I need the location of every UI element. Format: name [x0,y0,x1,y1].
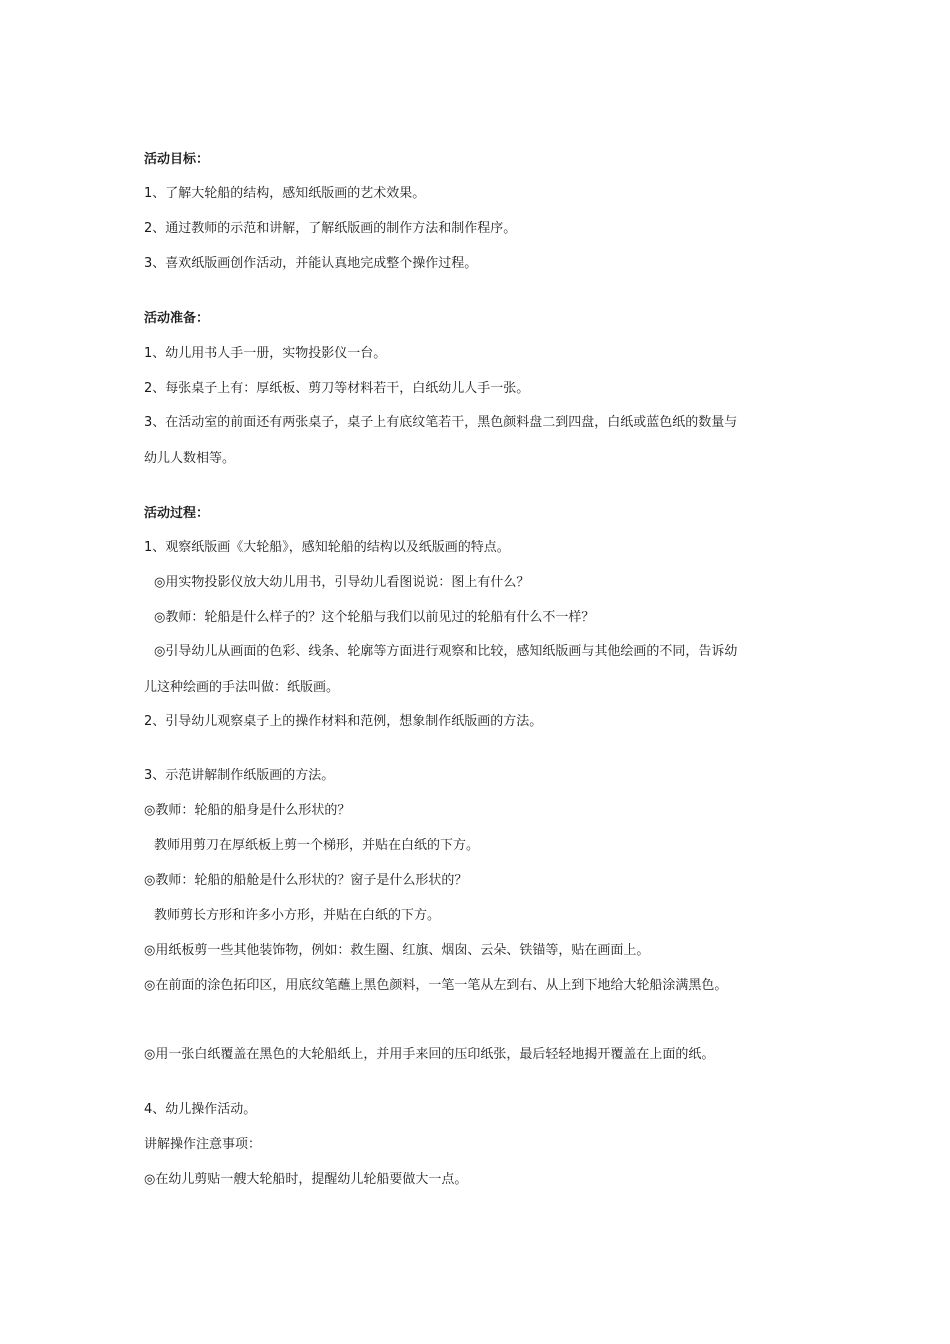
section-heading-process: 活动过程： [144,506,210,521]
process-line: ◎在幼儿剪贴一艘大轮船时，提醒幼儿轮船要做大一点。 [144,1172,468,1187]
process-line: 儿这种绘画的手法叫做：纸版画。 [144,680,340,695]
prep-item-3-cont: 幼儿人数相等。 [144,451,236,466]
prep-item-1: 1、幼儿用书人手一册，实物投影仪一台。 [144,346,387,361]
process-line: ◎教师：轮船是什么样子的？这个轮船与我们以前见过的轮船有什么不一样？ [154,610,595,625]
process-line: 讲解操作注意事项： [144,1137,262,1152]
goal-item-3: 3、喜欢纸版画创作活动，并能认真地完成整个操作过程。 [144,256,478,271]
process-line: 教师用剪刀在厚纸板上剪一个梯形，并贴在白纸的下方。 [154,838,480,853]
process-line: 4、幼儿操作活动。 [144,1102,257,1117]
process-line: ◎用一张白纸覆盖在黑色的大轮船纸上，并用手来回的压印纸张，最后轻轻地揭开覆盖在上面的纸。 [144,1047,715,1062]
goal-item-1: 1、了解大轮船的结构，感知纸版画的艺术效果。 [144,186,426,201]
process-line: 2、引导幼儿观察桌子上的操作材料和范例，想象制作纸版画的方法。 [144,714,543,729]
process-line: ◎引导幼儿从画面的色彩、线条、轮廓等方面进行观察和比较，感知纸版画与其他绘画的不同，告诉幼 [154,644,738,659]
process-line: 3、示范讲解制作纸版画的方法。 [144,768,335,783]
prep-item-2: 2、每张桌子上有：厚纸板、剪刀等材料若干，白纸幼儿人手一张。 [144,381,530,396]
section-heading-prep: 活动准备： [144,311,210,326]
process-line: ◎在前面的涂色拓印区，用底纹笔蘸上黑色颜料，一笔一笔从左到右、从上到下地给大轮船涂满黑色。 [144,978,728,993]
process-line: 教师剪长方形和许多小方形，并贴在白纸的下方。 [154,908,441,923]
process-line: ◎教师：轮船的船舱是什么形状的？窗子是什么形状的？ [144,873,468,888]
process-line: ◎用实物投影仪放大幼儿用书，引导幼儿看图说说：图上有什么？ [154,575,530,590]
process-line: ◎用纸板剪一些其他装饰物，例如：救生圈、红旗、烟囱、云朵、铁锚等，贴在画面上。 [144,943,650,958]
process-line: 1、观察纸版画《大轮船》，感知轮船的结构以及纸版画的特点。 [144,540,510,555]
goal-item-2: 2、通过教师的示范和讲解，了解纸版画的制作方法和制作程序。 [144,221,517,236]
prep-item-3: 3、在活动室的前面还有两张桌子，桌子上有底纹笔若干，黑色颜料盘二到四盘，白纸或蓝色纸的数量与 [144,415,738,430]
section-heading-goal: 活动目标： [144,152,210,167]
process-line: ◎教师：轮船的船身是什么形状的？ [144,803,351,818]
